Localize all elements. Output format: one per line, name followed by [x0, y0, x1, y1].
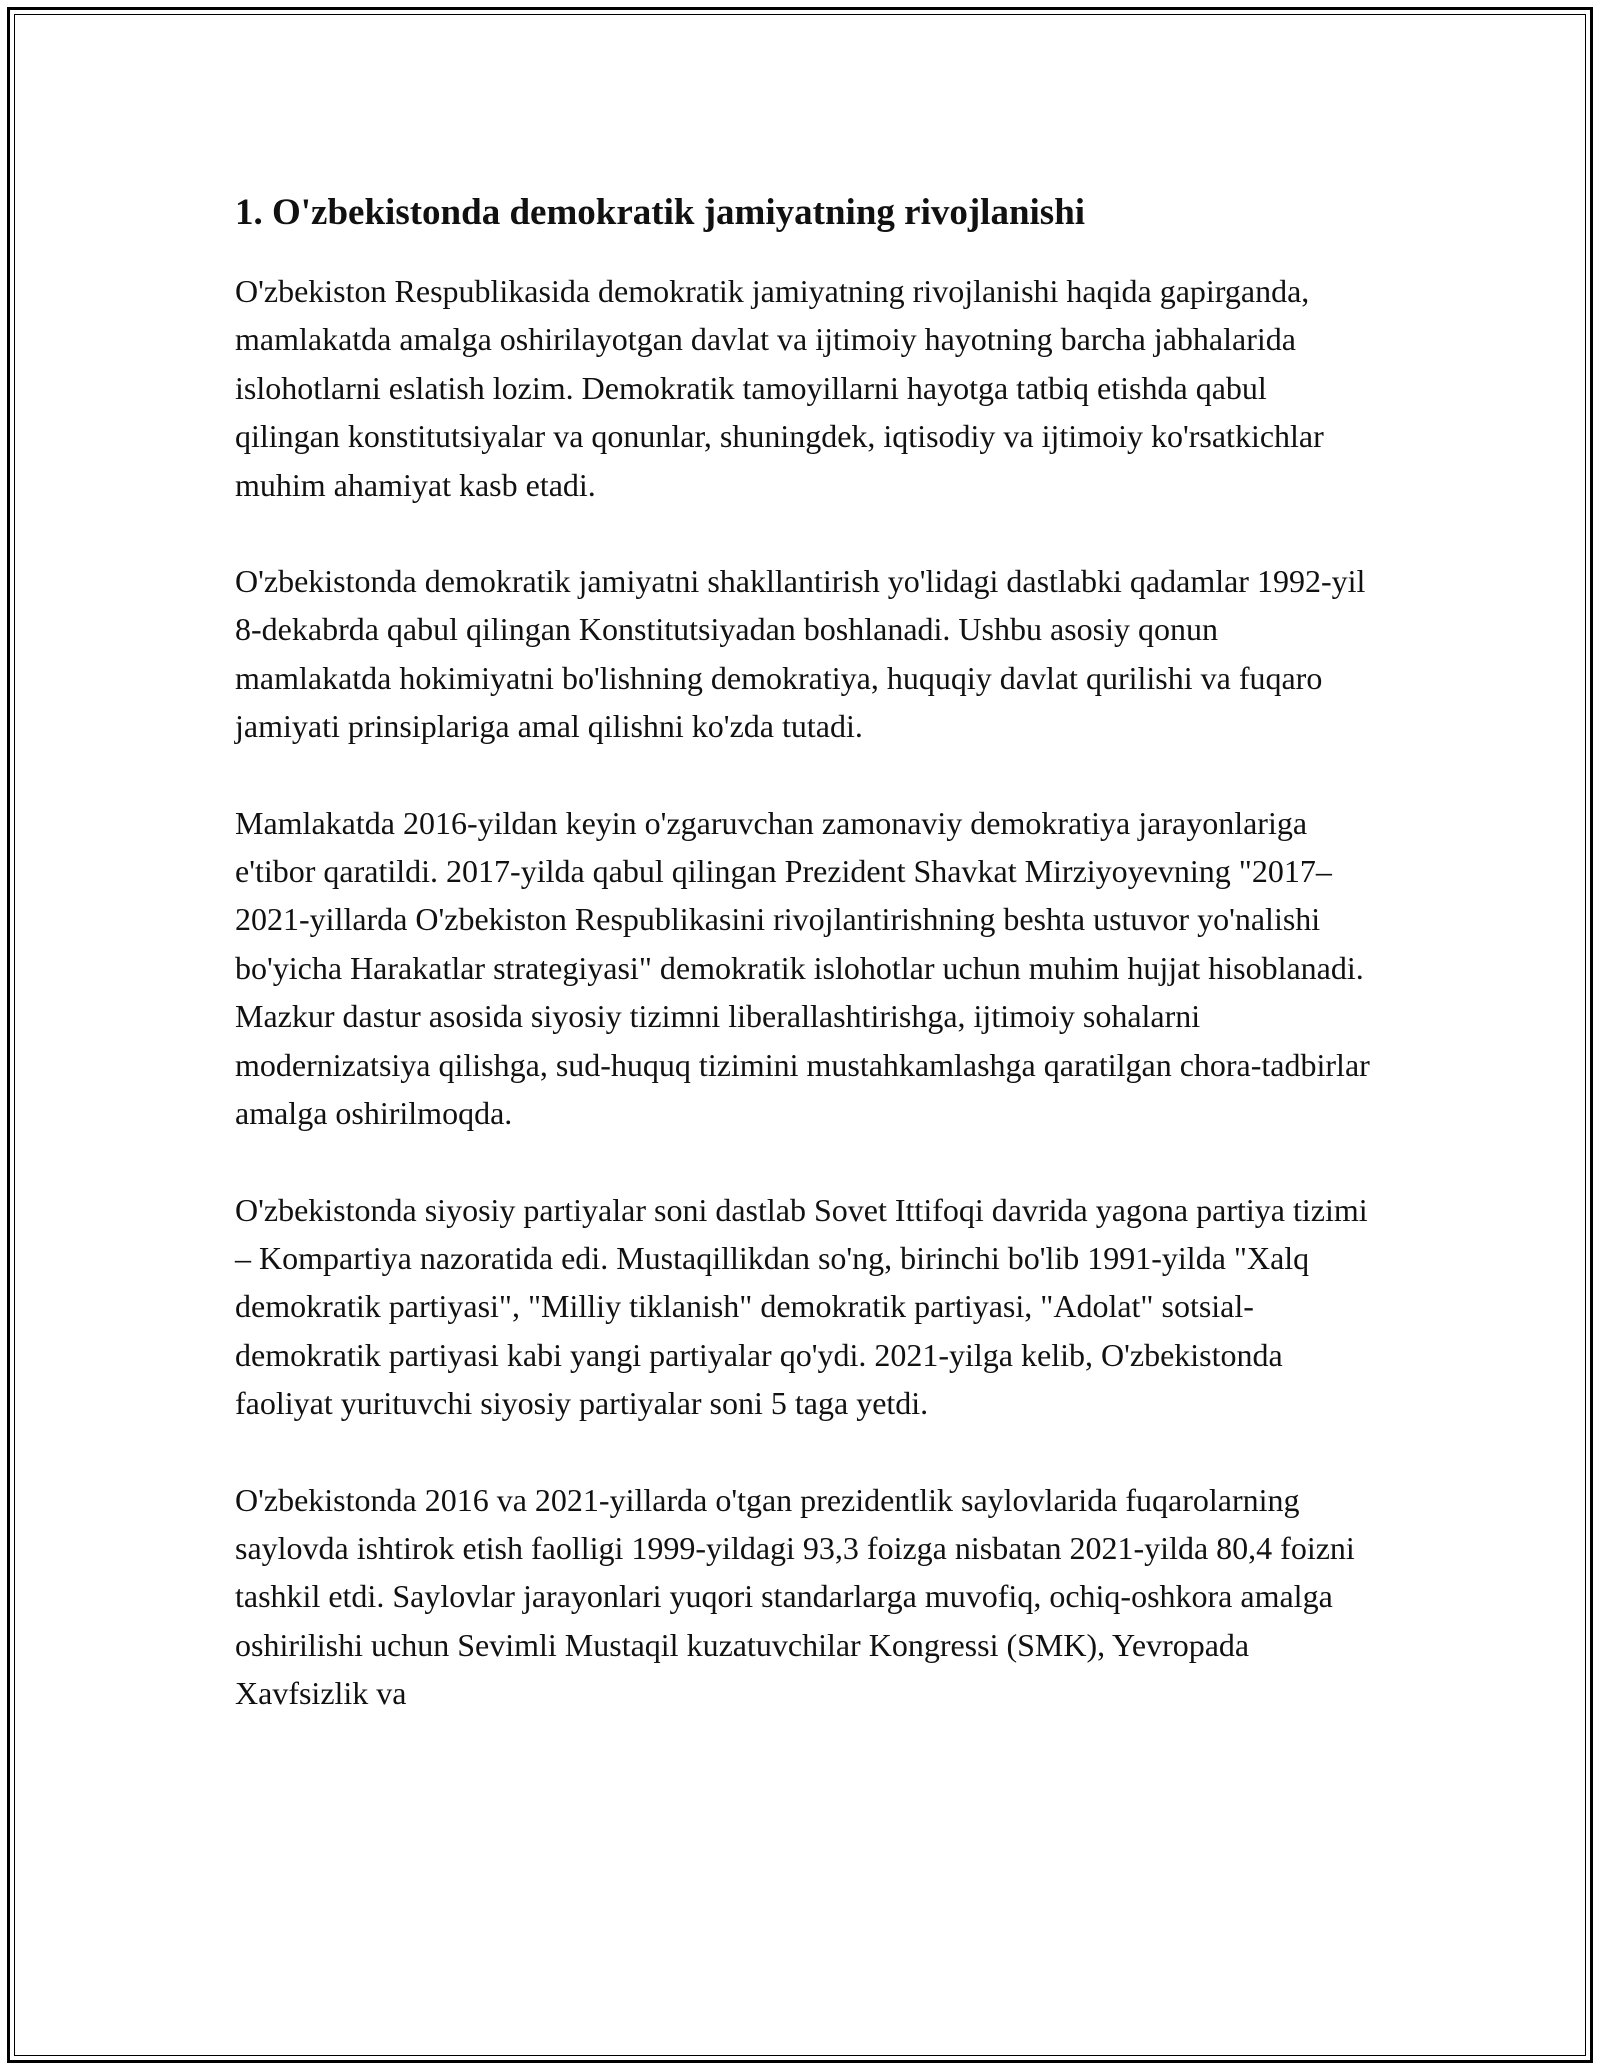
- paragraph-3: Mamlakatda 2016-yildan keyin o'zgaruvchan zamonaviy demokratiya jarayonlariga e'tibor qaratildi. 2017-yilda qabul qilingan Prezident Shavkat Mirziyoyevning "2017–2021-yillarda O'zbekiston Respublikasini rivojlantirishning beshta ustuvor yo'nalishi bo'yicha Harakatlar strategiyasi" demokratik islohotlar uchun muhim hujjat hisoblanadi. Mazkur dastur asosida siyosiy tizimni liberallashtirishga, ijtimoiy sohalarni modernizatsiya qilishga, sud-huquq tizimini mustahkamlashga qaratilgan chora-tadbirlar amalga oshirilmoqda.: [235, 804, 1370, 1132]
- paragraph-2: O'zbekistonda demokratik jamiyatni shakllantirish yo'lidagi dastlabki qadamlar 1992-yil 8-dekabrda qabul qilingan Konstitutsiyadan boshlanadi. Ushbu asosiy qonun mamlakatda hokimiyatni bo'lishning demokratiya, huquqiy davlat qurilishi va fuqaro jamiyati prinsiplariga amal qilishni ko'zda tutadi.: [235, 563, 1366, 745]
- document-title: 1. O'zbekistonda demokratik jamiyatning rivojlanishi: [235, 192, 1086, 233]
- paragraph-4: O'zbekistonda siyosiy partiyalar soni dastlab Sovet Ittifoqi davrida yagona partiya tizimi – Kompartiya nazoratida edi. Mustaqillikdan so'ng, birinchi bo'lib 1991-yilda "Xalq demokratik partiyasi", "Milliy tiklanish" demokratik partiyasi, "Adolat" sotsial-demokratik partiyasi kabi yangi partiyalar qo'ydi. 2021-yilga kelib, O'zbekistonda faoliyat yurituvchi siyosiy partiyalar soni 5 taga yetdi.: [235, 1191, 1368, 1422]
- paragraph-5: O'zbekistonda 2016 va 2021-yillarda o'tgan prezidentlik saylovlarida fuqarolarning saylovda ishtirok etish faolligi 1999-yildagi 93,3 foizga nisbatan 2021-yilda 80,4 foizni tashkil etdi. Saylovlar jarayonlari yuqori standarlarga muvofiq, ochiq-oshkora amalga oshirilishi uchun Sevimli Mustaqil kuzatuvchilar Kongressi (SMK), Yevropada Xavfsizlik va: [235, 1481, 1355, 1712]
- paragraph-1: O'zbekiston Respublikasida demokratik jamiyatning rivojlanishi haqida gapirganda, mamlakatda amalga oshirilayotgan davlat va ijtimoiy hayotning barcha jabhalarida islohotlarni eslatish lozim. Demokratik tamoyillarni hayotga tatbiq etishda qabul qilingan konstitutsiyalar va qonunlar, shuningdek, iqtisodiy va ijtimoiy ko'rsatkichlar muhim ahamiyat kasb etadi.: [235, 273, 1324, 503]
- document-page: [235, 185, 1375, 1766]
